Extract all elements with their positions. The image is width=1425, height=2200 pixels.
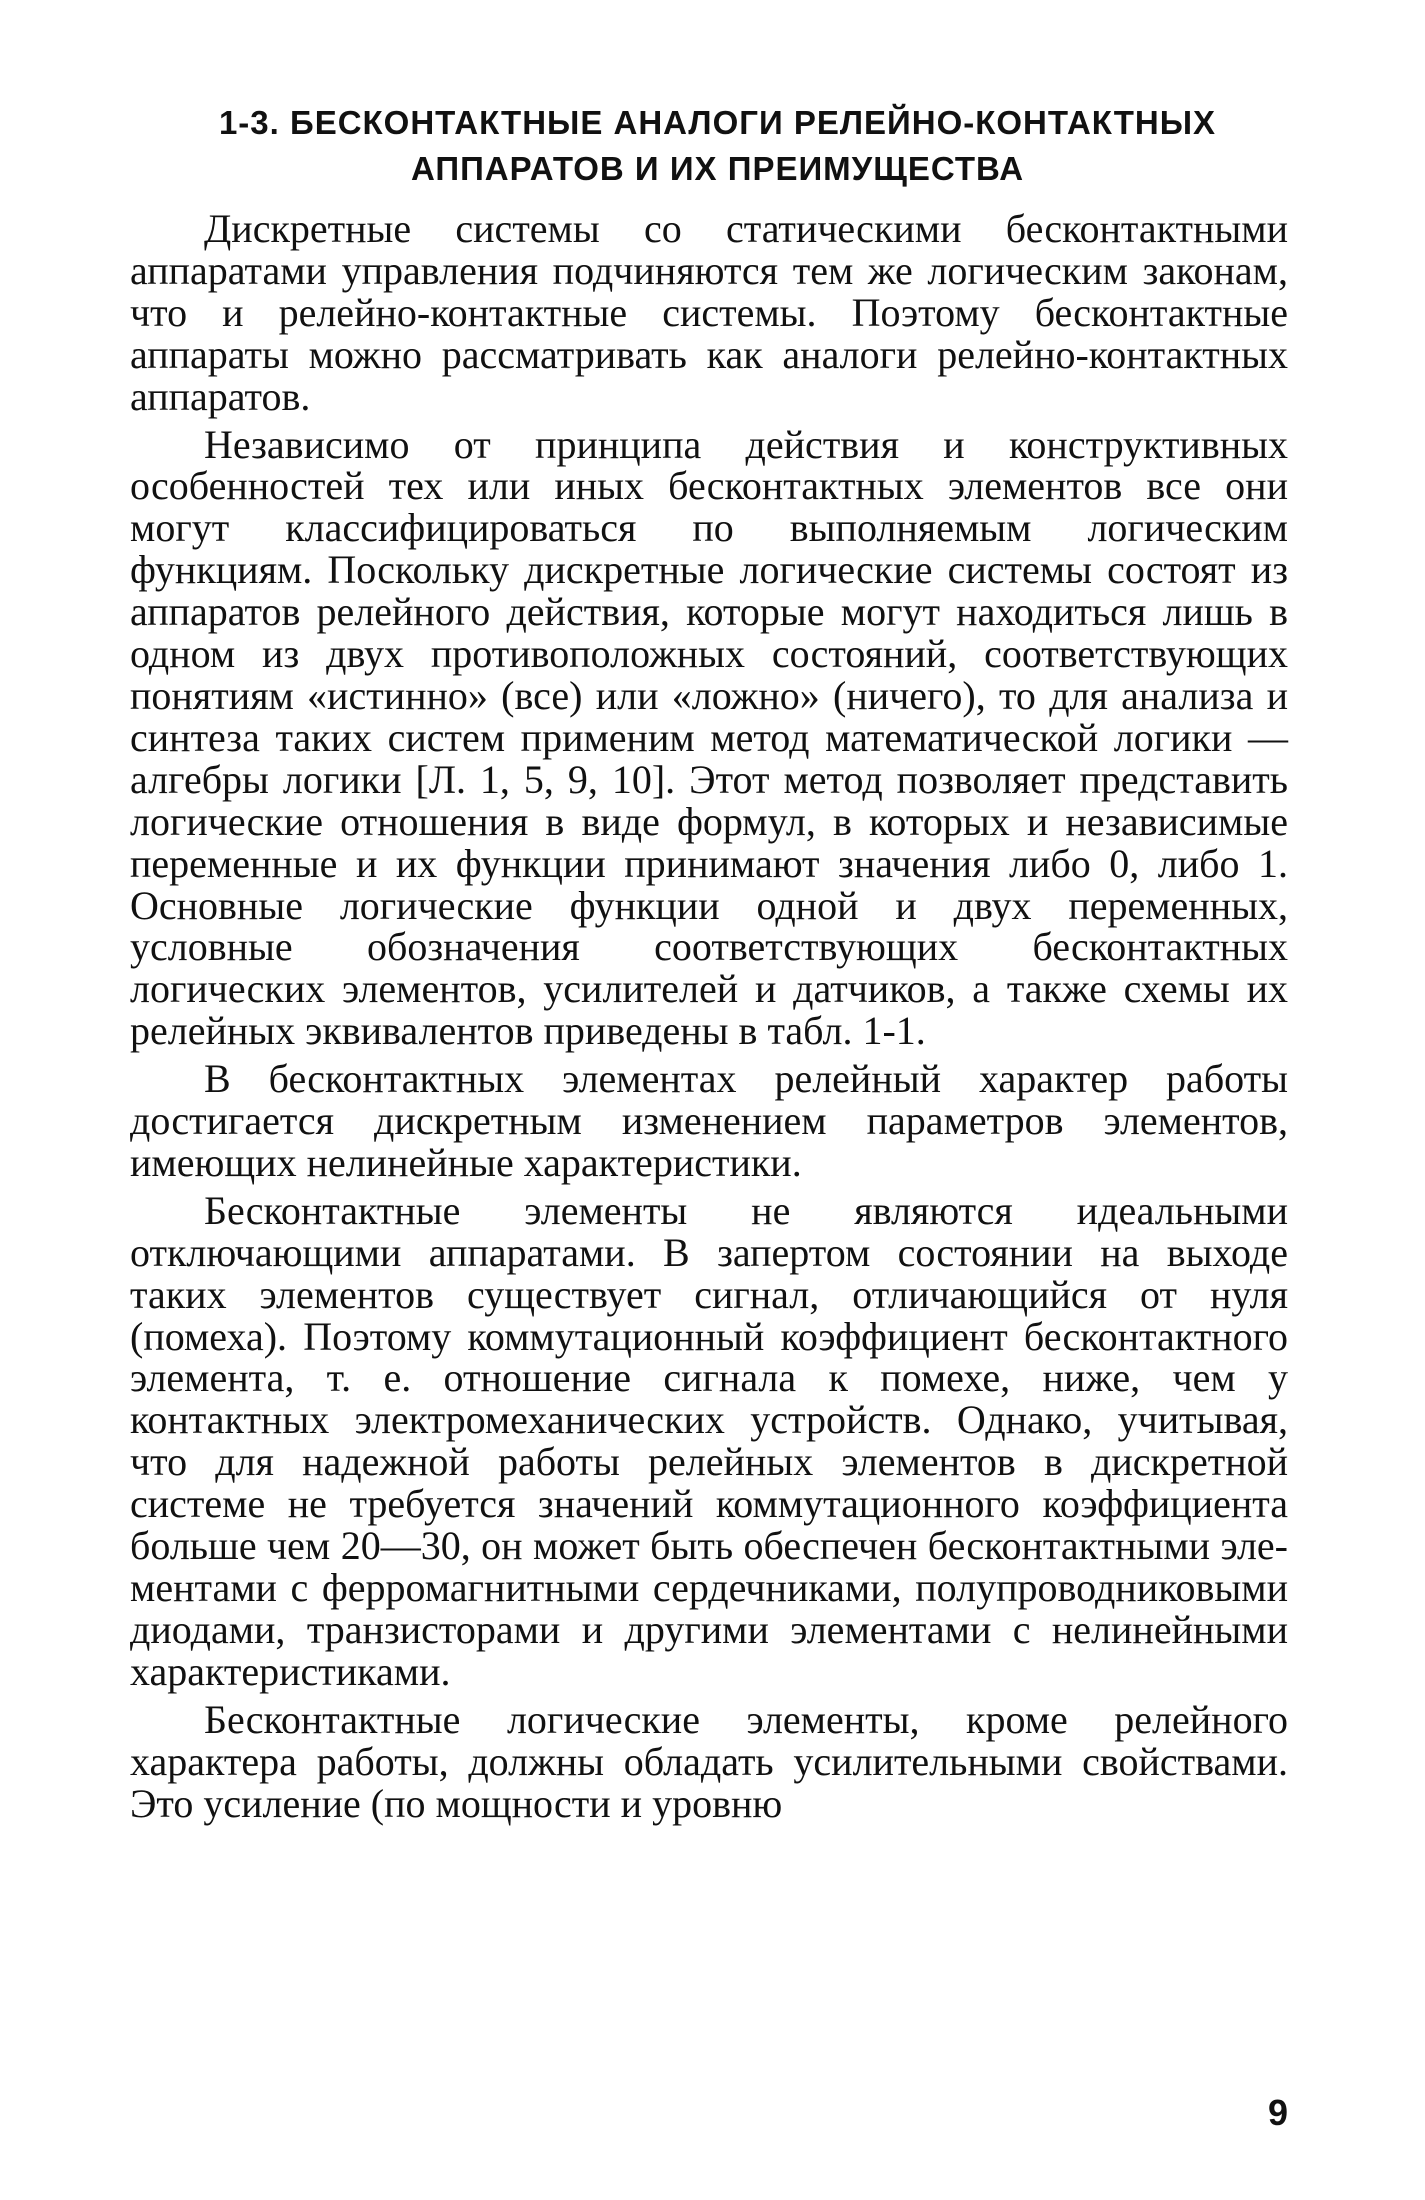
paragraph-1: Дискретные системы со статическими бесконтактными аппаратами управления подчиняются тем же логическим законам, что и релейно-контактные системы. Поэтому бесконтактные аппараты можно рассматривать как аналоги релейно-контактных аппаратов.	[130, 206, 1288, 419]
page-number: 9	[1267, 2092, 1288, 2133]
paragraph-4: Бесконтактные элементы не являются идеальными отключающими аппаратами. В запертом состоянии на выходе таких элементов существует сигнал, отличающийся от нуля (помеха). Поэтому коммутационный коэффициент бесконтактного элемента, т. е. отношение сигнала к помехе, ниже, чем у контактных электромеханических устройств. Однако, учитывая, что для надежной работы релейных элементов в дискретной системе не требуется значений коммутационного коэффициента больше чем 20—30, он может быть обеспечен бесконтактными элементами с ферромагнитными сердечниками, полупроводниковыми диодами, транзисторами и другими элементами с нелинейными характеристиками.	[130, 1187, 1288, 1694]
paragraph-3: В бесконтактных элементах релейный характер работы достигается дискретным изменением параметров элементов, имеющих нелинейные характеристики.	[130, 1056, 1288, 1185]
section-heading-line-2: АППАРАТОВ И ИХ ПРЕИМУЩЕСТВА	[410, 150, 1025, 187]
paragraph-2: Независимо от принципа действия и конструктивных особенностей тех или иных бесконтактных элементов все они могут классифицироваться по выполняемым логическим функциям. Поскольку дискретные логические системы состоят из аппаратов релейного действия, которые могут находиться лишь в одном из двух противоположных состояний, соответствующих понятиям «истинно» (все) или «ложно» (ничего), то для анализа и синтеза таких систем применим метод математической логики — алгебры логики [Л. 1, 5, 9, 10]. Этот метод позволяет представить логические отношения в виде формул, в которых и независимые переменные и их функции принимают значения либо 0, либо 1. Основные логические функции одной и двух переменных, условные обозначения соответствующих бесконтактных логических элементов, усилителей и датчиков, а также схемы их релейных эквивалентов приведены в табл. 1-1.	[130, 421, 1288, 1054]
body-text	[130, 208, 1288, 1830]
paragraph-5: Бесконтактные логические элементы, кроме релейного характера работы, должны обладать усилительными свойствами. Это усиление (по мощности и уровню	[130, 1696, 1288, 1826]
section-heading	[130, 100, 1305, 192]
section-heading-line-1: 1-3. БЕСКОНТАКТНЫЕ АНАЛОГИ РЕЛЕЙНО-КОНТАКТНЫХ	[218, 104, 1217, 141]
